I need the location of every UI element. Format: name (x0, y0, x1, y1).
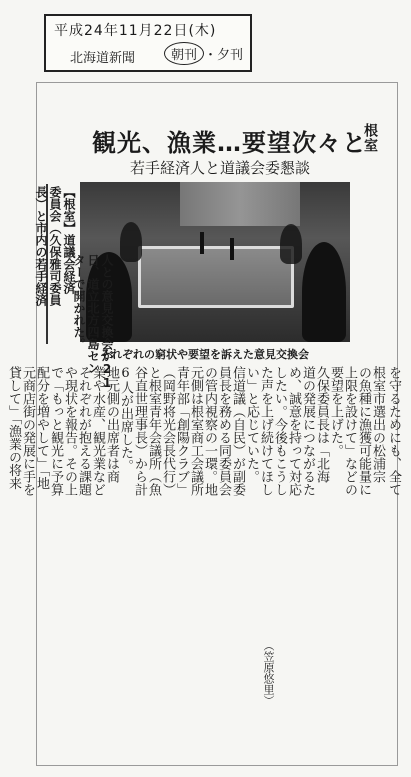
body-column: 要望を上げた。 (328, 366, 343, 457)
body-column: したい。今後もこうし (272, 366, 287, 496)
meeting-photo (80, 182, 350, 342)
body-column: や現状を報告。その上 (62, 366, 77, 496)
edition-separator: ・ (204, 48, 218, 63)
body-column: た声を上げ続けてほし (258, 366, 273, 496)
intro-column: ターで開かれた。 (72, 254, 86, 350)
photo-person (120, 222, 142, 262)
body-column: （岡野将光会長代行） (160, 366, 175, 496)
lead-column: 委員会（久保雅司委員 (48, 186, 62, 306)
body-column: 貸して」「漁業の将来 (6, 366, 21, 490)
headline: 観光、漁業…要望次々と (92, 129, 367, 157)
body-column: 信道議（自民）が副委 (230, 366, 245, 496)
byline: （笠原悠里） (262, 640, 275, 706)
body-column: 元商店街の発展に手を (20, 366, 35, 496)
body-column: と根室青年会議所（魚 (146, 366, 161, 496)
body-column: の管内視察の一環。地 (202, 366, 217, 496)
body-column: 谷直世理事長）から計 (132, 366, 147, 496)
body-column: 根室市選出の松浦宗 (370, 366, 385, 483)
photo-microphone (230, 238, 234, 260)
body-column: 道の発展につながるた (300, 366, 315, 496)
stamp-edition (164, 42, 243, 65)
body-column: で「もっと観光に予算 (48, 366, 63, 496)
body-column: い」と応じていた。 (244, 366, 259, 483)
edition-evening: 夕刊 (217, 48, 244, 63)
body-column: 地元側の出席者は商 (104, 366, 119, 483)
body-column: 青年部「創陽クラブ」 (174, 366, 189, 496)
photo-wall (180, 182, 300, 226)
region-tag: 根室 (362, 123, 378, 153)
body-column: 配分を増やして」「地 (34, 366, 49, 490)
intro-column: 人との意見交換会が21 (100, 254, 114, 390)
photo-conference-table (138, 246, 294, 308)
photo-microphone (200, 232, 204, 254)
body-column: 上限を設けて」などの (342, 366, 357, 496)
stamp-newspaper-name: 北海道新聞 (70, 51, 136, 66)
body-column: 業や水産、観光業など (90, 366, 105, 496)
body-column: の魚種に漁獲可能量に (356, 366, 371, 496)
body-column: め、誠意を持って対応 (286, 366, 301, 496)
date-stamp (44, 14, 252, 72)
body-column: 員長を務める同委員会 (216, 366, 231, 496)
stamp-date: 平成24年11月22日(木) (54, 23, 217, 39)
lead-column: 長）と市内の若手経済 (34, 186, 48, 306)
subheadline: 若手経済人と道議会委懇談 (130, 159, 311, 177)
body-column: 久保委員長は「北海 (314, 366, 329, 483)
lead-column: 【根室】道議会経済 (62, 186, 76, 294)
photo-person (302, 242, 346, 342)
body-column: 6人が出席した。 (118, 366, 133, 472)
edition-morning-circled: 朝刊 (164, 42, 204, 65)
photo-caption: それぞれの窮状や要望を訴えた意見交換会 (100, 348, 309, 361)
body-column: を守るためにも、全て (386, 366, 401, 496)
photo-person (280, 224, 302, 264)
body-column: それぞれが抱える課題 (76, 366, 91, 496)
body-column: 元側は根室商工会議所 (188, 366, 203, 496)
intro-column: 日、道立北方四島セン (86, 254, 100, 374)
